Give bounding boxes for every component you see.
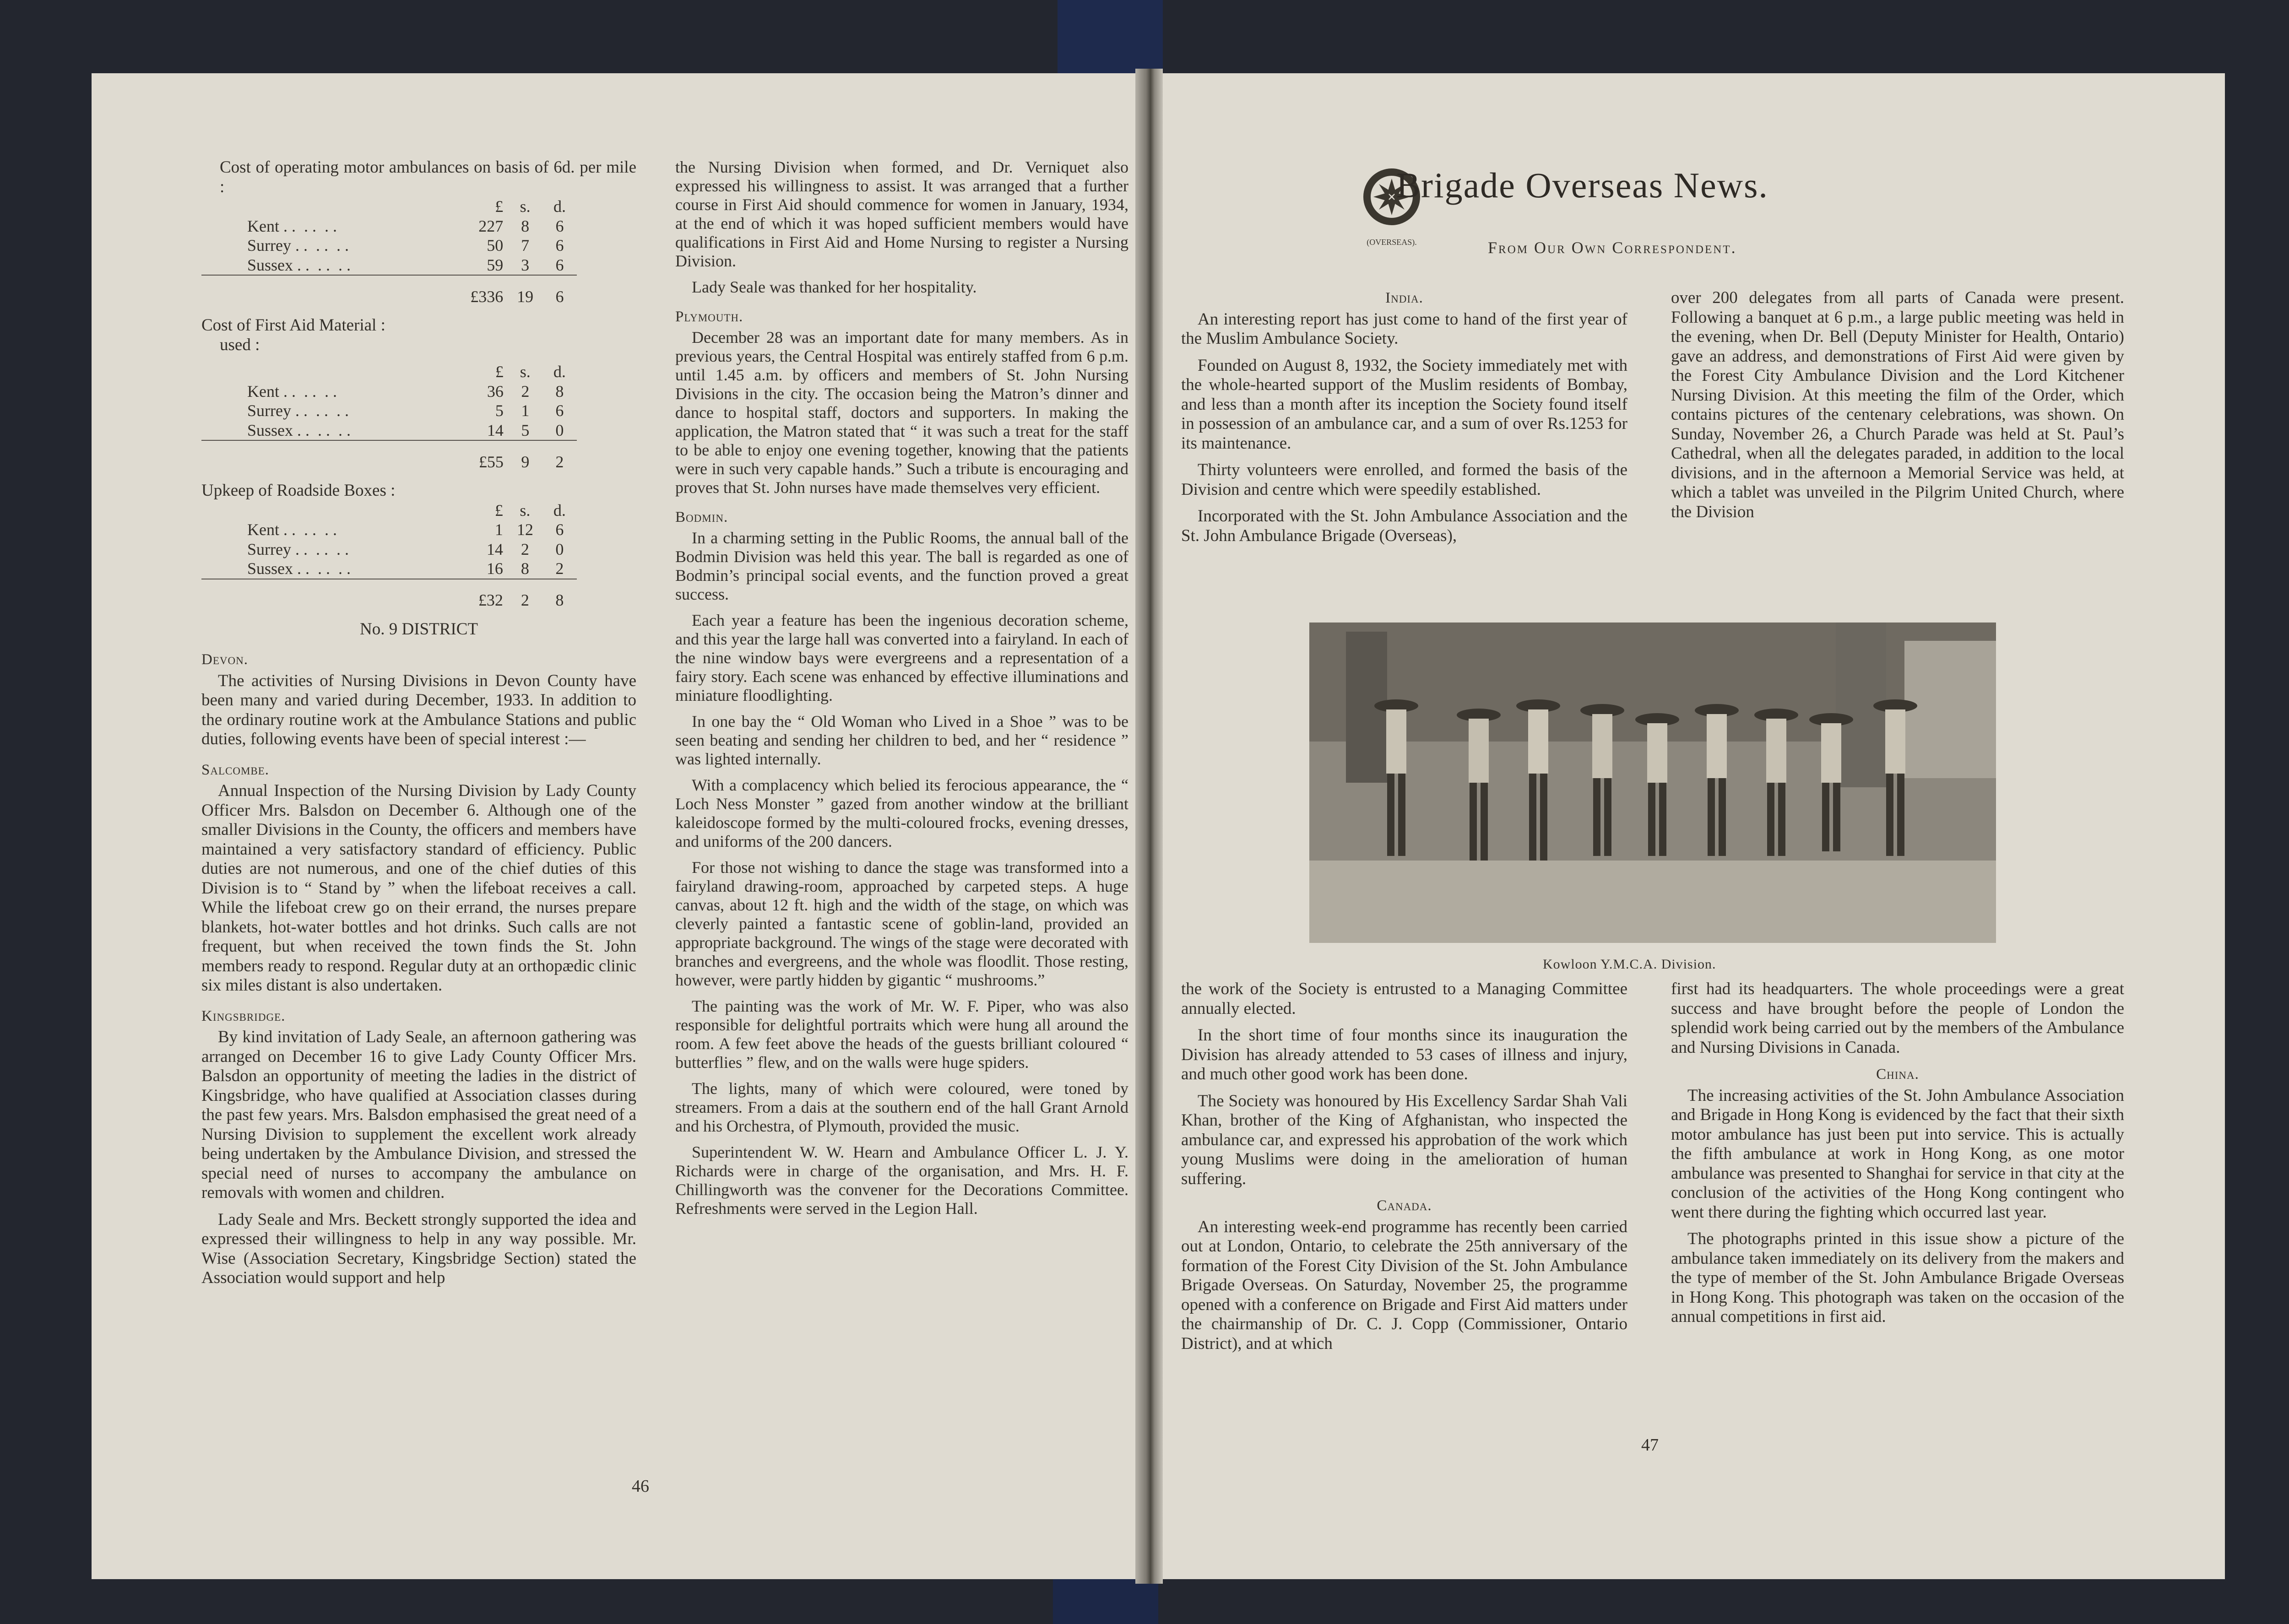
india-paragraph-2: Founded on August 8, 1932, the Society immediately met with the whole-hearted support of the Muslim residents of Bombay, and less than a month after its inception the Society found itself in possession of an ambulance car, and a sum of over Rs.1253 for its maintenance. bbox=[1181, 356, 1627, 453]
india-paragraph-3: Thirty volunteers were enrolled, and formed the basis of the Division and centre which were speedily established. bbox=[1181, 460, 1627, 499]
bodmin-paragraph-3: In one bay the “ Old Woman who Lived in a Shoe ” was to be seen beating and sending her children to bed, and her “ residence ” was lighted internally. bbox=[675, 712, 1128, 768]
row-shillings: 5 bbox=[521, 421, 530, 439]
bodmin-paragraph-6: The painting was the work of Mr. W. F. Piper, who was also responsible for delightful portraits which were hung all around the room. A few feet above the heads of the guests brilliant coloured “ butterflies ” flew, and on the walls were huge spiders. bbox=[675, 997, 1128, 1072]
cost-roadside-table bbox=[201, 501, 577, 613]
total-pounds: £32 bbox=[451, 579, 508, 613]
table-row: Kent . . . . . . 227 8 6 bbox=[201, 217, 577, 236]
total-shillings: 19 bbox=[508, 275, 542, 309]
thanks-paragraph: Lady Seale was thanked for her hospitality. bbox=[692, 278, 977, 296]
india-heading: India. bbox=[1385, 290, 1423, 306]
canada-heading: Canada. bbox=[1377, 1197, 1432, 1214]
photo-image bbox=[1309, 623, 1996, 943]
row-shillings: 2 bbox=[521, 382, 530, 401]
row-pounds: 1 bbox=[494, 520, 503, 539]
right-upper-column-1 bbox=[1181, 288, 1627, 553]
bodmin-paragraph-5: For those not wishing to dance the stage was transformed into a fairyland drawing-room, approached by carpeted steps. A huge canvas, about 12 ft. high and the width of the stage, on which was cleverly painted a fantastic scene of goblin-land, provided an appropriate background. The wings of the stage were decorated with branches and evergreens, and the whole was floodlit. Those resting, however, were partly hidden by gigantic “ mushrooms.” bbox=[675, 858, 1128, 989]
total-pence: 6 bbox=[542, 275, 577, 309]
currency-pence: d. bbox=[553, 197, 566, 216]
kingsbridge-heading: Kingsbridge. bbox=[201, 1007, 286, 1024]
salcombe-heading: Salcombe. bbox=[201, 761, 270, 778]
cost-aid-caption-2: used : bbox=[220, 335, 260, 354]
row-name: Kent bbox=[247, 520, 279, 539]
spine-top bbox=[1058, 0, 1163, 73]
row-pence: 0 bbox=[555, 421, 564, 439]
currency-pence: d. bbox=[553, 363, 566, 381]
left-column-1 bbox=[201, 158, 636, 1295]
table-row: Surrey . . . . . . 14 2 0 bbox=[201, 540, 577, 559]
devon-paragraph: The activities of Nursing Divisions in Devon County have been many and varied during December, 1933. In addition to the ordinary routine work at the Ambulance Stations and public duties, following events have been of special interest :— bbox=[201, 671, 636, 748]
currency-shillings: s. bbox=[520, 363, 531, 381]
kingsbridge-paragraph-2: Lady Seale and Mrs. Beckett strongly supported the idea and expressed their willingness to help in any way possible. Mr. Wise (Association Secretary, Kingsbridge Section) stated the Association would support and help bbox=[201, 1210, 636, 1287]
title-block bbox=[1396, 165, 1768, 206]
row-pence: 0 bbox=[555, 540, 564, 558]
cost-motor-caption: Cost of operating motor ambulances on basis of 6d. per mile : bbox=[220, 158, 636, 196]
bodmin-paragraph-2: Each year a feature has been the ingenious decoration scheme, and this year the large hall was converted into a fairyland. In each of the nine window bays were evergreens and a representation of a fairy story. Each scene was enhanced by effective illuminations and miniature floodlighting. bbox=[675, 611, 1128, 704]
cost-aid-table bbox=[201, 362, 577, 475]
spine-bottom bbox=[1053, 1579, 1158, 1624]
table-row: Sussex . . . . . . 59 3 6 bbox=[201, 255, 577, 276]
page-number-left: 46 bbox=[632, 1477, 649, 1496]
india-paragraph-6: In the short time of four months since its inauguration the Division has already attended to 53 cases of illness and injury, and much other good work has been done. bbox=[1181, 1026, 1627, 1083]
row-pounds: 36 bbox=[487, 382, 504, 401]
total-row bbox=[201, 440, 577, 475]
right-upper-column-2 bbox=[1671, 288, 2124, 529]
table-row: Sussex . . . . . . 16 8 2 bbox=[201, 559, 577, 579]
kingsbridge-paragraph-1: By kind invitation of Lady Seale, an afternoon gathering was arranged on December 16 to give Lady County Officer Mrs. Balsdon an opportunity of meeting the ladies in the district of Kingsbridge, who have qualified at Association classes during the past few years. Mrs. Balsdon emphasised the great need of a Nursing Division to supplement the excellent work already being undertaken by the Ambulance Division, and stressed the special need of nurses to accompany the ambulance on removals with women and children. bbox=[201, 1028, 636, 1202]
table-row: Sussex . . . . . . 14 5 0 bbox=[201, 421, 577, 441]
row-shillings: 7 bbox=[521, 236, 530, 254]
total-pounds: £55 bbox=[451, 440, 508, 475]
right-lower-column-2 bbox=[1671, 980, 2124, 1334]
row-name: Sussex bbox=[247, 559, 293, 578]
china-paragraph-2: The photographs printed in this issue show a picture of the ambulance taken immediately on its delivery from the makers and the type of member of the St. John Ambulance Brigade Overseas in Hong Kong. This photograph was taken on the occasion of the annual competitions in first aid. bbox=[1671, 1229, 2124, 1326]
india-paragraph-4: Incorporated with the St. John Ambulance Association and the St. John Ambulance Brigade (Overseas), bbox=[1181, 507, 1627, 545]
row-name: Sussex bbox=[247, 255, 293, 274]
row-pounds: 14 bbox=[487, 421, 504, 439]
row-pence: 6 bbox=[555, 217, 564, 235]
canada-continued-paragraph: over 200 delegates from all parts of Canada were present. Following a banquet at 6 p.m., a large public meeting was held in the evening, when Dr. Bell (Deputy Minister for Health, Ontario) gave an address, and demonstrations of First Aid were given by the Forest City Ambulance Division and the Lord Kitchener Nursing Division. At this meeting the film of the Order, which contains pictures of the centenary celebrations, was shown. On Sunday, November 26, a Church Parade was held at St. Paul’s Cathedral, when all the delegates paraded, in addition to the local divisions, and in the afternoon a Memorial Service was held, at which a tablet was unveiled in the Pilgrim United Church, where the Division bbox=[1671, 288, 2124, 521]
book-gutter bbox=[1135, 69, 1163, 1584]
table-row: Surrey . . . . . . 5 1 6 bbox=[201, 401, 577, 421]
photo-caption: Kowloon Y.M.C.A. Division. bbox=[1543, 957, 1716, 972]
currency-pounds: £ bbox=[494, 501, 503, 520]
cost-aid-caption: Cost of First Aid Material : bbox=[201, 316, 385, 335]
row-name: Sussex bbox=[247, 421, 293, 439]
total-pence: 2 bbox=[542, 440, 577, 475]
plymouth-heading: Plymouth. bbox=[675, 309, 743, 325]
row-pounds: 5 bbox=[495, 401, 504, 420]
canada-conclusion-paragraph: first had its headquarters. The whole proceedings were a great success and have brought before the people of London the splendid work being carried out by the members of the Ambulance and Nursing Divisions in Canada. bbox=[1671, 980, 2124, 1057]
india-paragraph-7: The Society was honoured by His Excellency Sardar Shah Vali Khan, brother of the King of Afghanistan, who inspected the ambulance car, and expressed his approbation of the work which young Muslims were doing in the amelioration of human suffering. bbox=[1181, 1091, 1627, 1188]
left-column-2 bbox=[675, 158, 1128, 1225]
row-pence: 6 bbox=[555, 520, 564, 539]
total-row bbox=[201, 579, 577, 613]
total-pounds: £336 bbox=[450, 275, 508, 309]
row-pence: 6 bbox=[555, 236, 564, 254]
total-shillings: 9 bbox=[508, 440, 542, 475]
row-shillings: 8 bbox=[521, 559, 529, 578]
currency-pounds: £ bbox=[495, 197, 504, 216]
table-row: Kent . . . . . . 36 2 8 bbox=[201, 382, 577, 401]
bodmin-paragraph-1: In a charming setting in the Public Rooms, the annual ball of the Bodmin Division was held this year. The ball is regarded as one of Bodmin’s principal social events, and the function proved a great success. bbox=[675, 529, 1128, 603]
total-pence: 8 bbox=[542, 579, 577, 613]
row-name: Surrey bbox=[247, 236, 291, 254]
kingsbridge-continued: the Nursing Division when formed, and Dr. Verniquet also expressed his willingness to assist. It was arranged that a further course in First Aid should commence for women in January, 1934, at the end of which it was hoped sufficient members would have qualifications in First Aid and Home Nursing to register a Nursing Division. bbox=[675, 158, 1128, 270]
kowloon-division-photo bbox=[1309, 623, 1996, 943]
cost-roadside-caption: Upkeep of Roadside Boxes : bbox=[201, 481, 396, 500]
currency-shillings: s. bbox=[520, 501, 531, 520]
district-heading: No. 9 DISTRICT bbox=[360, 619, 478, 639]
china-heading: China. bbox=[1876, 1066, 1919, 1083]
row-pounds: 227 bbox=[478, 217, 504, 235]
total-row bbox=[201, 275, 577, 309]
row-shillings: 1 bbox=[521, 401, 530, 420]
row-pence: 6 bbox=[555, 255, 564, 274]
row-pence: 2 bbox=[555, 559, 564, 578]
row-pence: 8 bbox=[555, 382, 564, 401]
currency-pounds: £ bbox=[495, 363, 504, 381]
salcombe-paragraph: Annual Inspection of the Nursing Division by Lady County Officer Mrs. Balsdon on December 6. Although one of the smaller Divisions in the County, the officers and members have maintained a very satisfactory standard of efficiency. Public duties are not numerous, and one of the chief duties of this Division is to “ Stand by ” when the lifeboat receives a call. While the lifeboat crew go on their errand, the nurses prepare blankets, hot-water bottles and hot drinks. Such calls are not frequent, but when received the town finds the St. John members ready to respond. Regular duty at an orthopædic clinic six miles distant is also undertaken. bbox=[201, 781, 636, 995]
row-pounds: 14 bbox=[486, 540, 503, 558]
plymouth-paragraph: December 28 was an important date for many members. As in previous years, the Central Hospital was entirely staffed from 6 p.m. until 1.45 a.m. by officers and members of St. John Nursing Divisions in the city. The occasion being the Matron’s dinner and dance to hospital staff, doctors and supporters. In making the application, the Matron stated that “ it was such a treat for the staff to be able to enjoy one evening together, knowing that the patients were in such very capable hands.” Such a tribute is encouraging and proves that St. John nurses have made themselves very efficient. bbox=[675, 328, 1128, 497]
bodmin-heading: Bodmin. bbox=[675, 509, 728, 525]
row-shillings: 2 bbox=[521, 540, 529, 558]
bodmin-paragraph-8: Superintendent W. W. Hearn and Ambulance Officer L. J. Y. Richards were in charge of the organisation, and Mrs. H. F. Chillingworth was the convener for the Decorations Committee. Refreshments were served in the Legion Hall. bbox=[675, 1143, 1128, 1218]
india-paragraph-5: the work of the Society is entrusted to a Managing Committee annually elected. bbox=[1181, 980, 1627, 1018]
canada-paragraph: An interesting week-end programme has recently been carried out at London, Ontario, to celebrate the 25th anniversary of the formation of the Forest City Division of the St. John Ambulance Brigade Overseas. On Saturday, November 25, the programme opened with a conference on Brigade and First Aid matters under the chairmanship of Dr. C. J. Copp (Commissioner, Ontario District), and at which bbox=[1181, 1217, 1627, 1353]
row-shillings: 12 bbox=[516, 520, 533, 539]
page-subtitle: From Our Own Correspondent. bbox=[1488, 238, 1737, 257]
row-pounds: 59 bbox=[487, 255, 504, 274]
emblem-label: (OVERSEAS). bbox=[1367, 238, 1417, 247]
row-pence: 6 bbox=[555, 401, 564, 420]
row-name: Surrey bbox=[247, 540, 291, 558]
india-paragraph-1: An interesting report has just come to hand of the first year of the Muslim Ambulance Society. bbox=[1181, 309, 1627, 348]
table-row: Kent . . . . . . 1 12 6 bbox=[201, 520, 577, 540]
row-name: Kent bbox=[247, 217, 279, 235]
row-shillings: 3 bbox=[521, 255, 530, 274]
row-shillings: 8 bbox=[521, 217, 530, 235]
bodmin-paragraph-7: The lights, many of which were coloured, were toned by streamers. From a dais at the southern end of the hall Grant Arnold and his Orchestra, of Plymouth, provided the music. bbox=[675, 1079, 1128, 1135]
devon-heading: Devon. bbox=[201, 651, 248, 668]
row-name: Surrey bbox=[247, 401, 291, 420]
page-number-right: 47 bbox=[1641, 1435, 1659, 1455]
right-lower-column-1 bbox=[1181, 980, 1627, 1361]
row-pounds: 50 bbox=[487, 236, 504, 254]
currency-shillings: s. bbox=[520, 197, 531, 216]
row-name: Kent bbox=[247, 382, 279, 401]
page-title: Brigade Overseas News. bbox=[1396, 165, 1768, 205]
currency-pence: d. bbox=[553, 501, 566, 520]
total-shillings: 2 bbox=[508, 579, 542, 613]
china-paragraph-1: The increasing activities of the St. John Ambulance Association and Brigade in Hong Kong is evidenced by the fact that their sixth motor ambulance has just been put into service. This is actually the fifth ambulance at work in Hong Kong, as one motor ambulance was presented to Shanghai for service in that city at the conclusion of the activities of the Hong Kong contingent who went there during the fighting which occurred last year. bbox=[1671, 1086, 2124, 1222]
row-pounds: 16 bbox=[486, 559, 503, 578]
bodmin-paragraph-4: With a complacency which belied its ferocious appearance, the “ Loch Ness Monster ” gazed from another window at the brilliant kaleidoscope formed by the multi-coloured frocks, evening dresses, and uniforms of the 200 dancers. bbox=[675, 776, 1128, 850]
table-row: Surrey . . . . . . 50 7 6 bbox=[201, 236, 577, 255]
cost-motor-table bbox=[201, 197, 577, 309]
